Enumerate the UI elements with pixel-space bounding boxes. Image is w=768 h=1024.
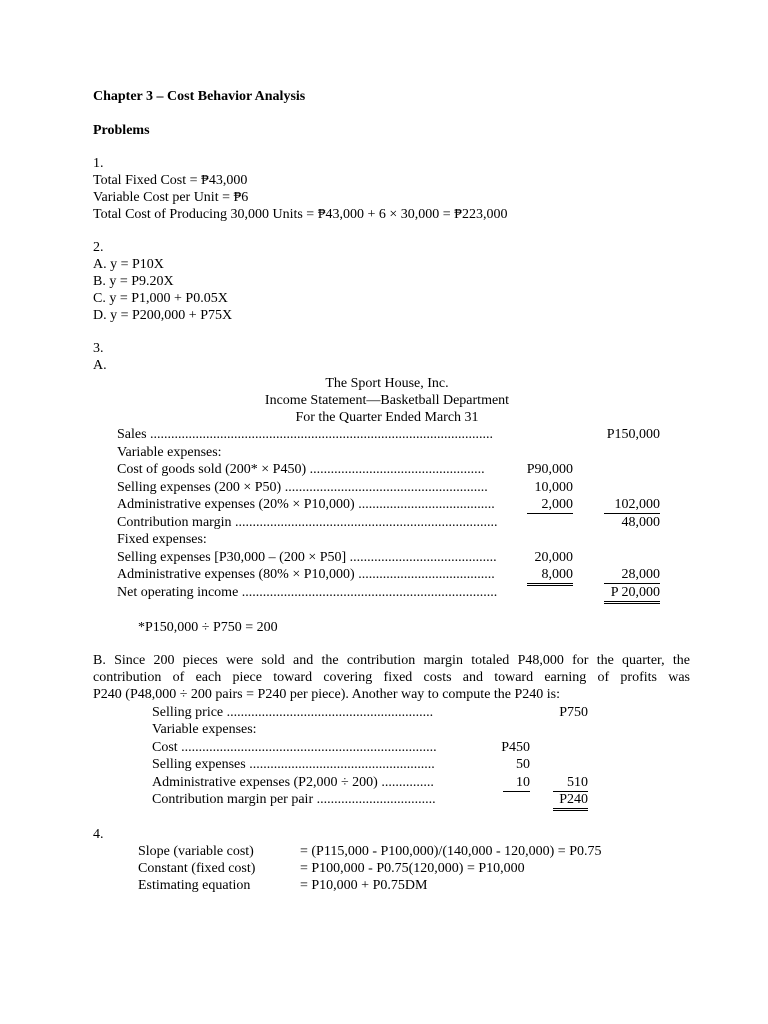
statement-row-label: Selling expenses (200 × P50) .......................................................... bbox=[117, 480, 488, 495]
statement-row-amount: 10,000 bbox=[534, 480, 573, 495]
regression-label: Estimating equation bbox=[138, 878, 251, 893]
problem-1-line: Total Cost of Producing 30,000 Units = ₱43,000 + 6 × 30,000 = ₱223,000 bbox=[93, 207, 508, 222]
problem-1-line: Variable Cost per Unit = ₱6 bbox=[93, 190, 249, 205]
margin-row-total: 510 bbox=[553, 774, 588, 792]
margin-row-total: P750 bbox=[559, 705, 588, 720]
margin-row-amount: 10 bbox=[503, 774, 530, 792]
problem-3-part-a: A. bbox=[93, 358, 107, 373]
problem-3-number: 3. bbox=[93, 341, 104, 356]
problems-heading: Problems bbox=[93, 123, 150, 138]
statement-row-total: P150,000 bbox=[606, 427, 660, 442]
problem-2-number: 2. bbox=[93, 240, 104, 255]
statement-row-label: Variable expenses: bbox=[117, 445, 222, 460]
statement-row-amount: 8,000 bbox=[527, 566, 573, 586]
statement-row-amount: P90,000 bbox=[526, 462, 573, 477]
regression-label: Slope (variable cost) bbox=[138, 844, 254, 859]
statement-company: The Sport House, Inc. bbox=[325, 376, 449, 391]
statement-row-label: Administrative expenses (80% × P10,000) ....................................... bbox=[117, 567, 495, 582]
statement-row-total: 102,000 bbox=[604, 496, 660, 514]
problem-2-line: B. y = P9.20X bbox=[93, 274, 174, 289]
statement-row-label: Sales .................................................................................................. bbox=[117, 427, 494, 442]
part-b-line: contribution of each piece toward covering fixed costs and toward earning of profits was bbox=[93, 670, 690, 685]
chapter-title: Chapter 3 – Cost Behavior Analysis bbox=[93, 89, 306, 104]
margin-row-label: Contribution margin per pair .................................. bbox=[152, 792, 436, 807]
regression-value: = (P115,000 - P100,000)/(140,000 - 120,000) = P0.75 bbox=[300, 844, 602, 859]
net-operating-income-total: P 20,000 bbox=[604, 584, 660, 604]
part-b-line: P240 (P48,000 ÷ 200 pairs = P240 per piece). Another way to compute the P240 is: bbox=[93, 687, 561, 702]
problem-1-number: 1. bbox=[93, 156, 104, 171]
statement-row-label: Contribution margin ........................................................................... bbox=[117, 515, 498, 530]
problem-4-number: 4. bbox=[93, 827, 104, 842]
margin-row-amount: P450 bbox=[501, 740, 530, 755]
statement-row-label: Fixed expenses: bbox=[117, 532, 207, 547]
statement-row-total: 28,000 bbox=[604, 566, 660, 584]
statement-period: For the Quarter Ended March 31 bbox=[295, 410, 479, 425]
problem-2-line: C. y = P1,000 + P0.05X bbox=[93, 291, 228, 306]
margin-row-label: Selling price ........................................................... bbox=[152, 705, 434, 720]
contribution-margin-per-pair: P240 bbox=[553, 791, 588, 811]
statement-row-label: Administrative expenses (20% × P10,000) ....................................... bbox=[117, 497, 495, 512]
problem-1-line: Total Fixed Cost = ₱43,000 bbox=[93, 173, 248, 188]
statement-row-total: 48,000 bbox=[621, 515, 660, 530]
statement-row-label: Cost of goods sold (200* × P450) .................................................. bbox=[117, 462, 485, 477]
regression-value: = P100,000 - P0.75(120,000) = P10,000 bbox=[300, 861, 525, 876]
margin-row-label: Administrative expenses (P2,000 ÷ 200) ............... bbox=[152, 775, 434, 790]
statement-row-label: Selling expenses [P30,000 – (200 × P50] .......................................... bbox=[117, 550, 497, 565]
margin-row-label: Selling expenses ..................................................... bbox=[152, 757, 435, 772]
statement-title: Income Statement—Basketball Department bbox=[264, 393, 510, 408]
footnote: *P150,000 ÷ P750 = 200 bbox=[138, 620, 278, 635]
margin-row-label: Cost ......................................................................... bbox=[152, 740, 437, 755]
problem-2-line: D. y = P200,000 + P75X bbox=[93, 308, 233, 323]
regression-label: Constant (fixed cost) bbox=[138, 861, 256, 876]
statement-row-label: Net operating income ......................................................................... bbox=[117, 585, 498, 600]
problem-2-line: A. y = P10X bbox=[93, 257, 164, 272]
regression-value: = P10,000 + P0.75DM bbox=[300, 878, 428, 893]
part-b-line: B. Since 200 pieces were sold and the contribution margin totaled P48,000 for the quarter, the bbox=[93, 653, 690, 668]
margin-row-label: Variable expenses: bbox=[152, 722, 257, 737]
statement-row-amount: 2,000 bbox=[527, 496, 573, 514]
margin-row-amount: 50 bbox=[516, 757, 530, 772]
statement-row-amount: 20,000 bbox=[534, 550, 573, 565]
